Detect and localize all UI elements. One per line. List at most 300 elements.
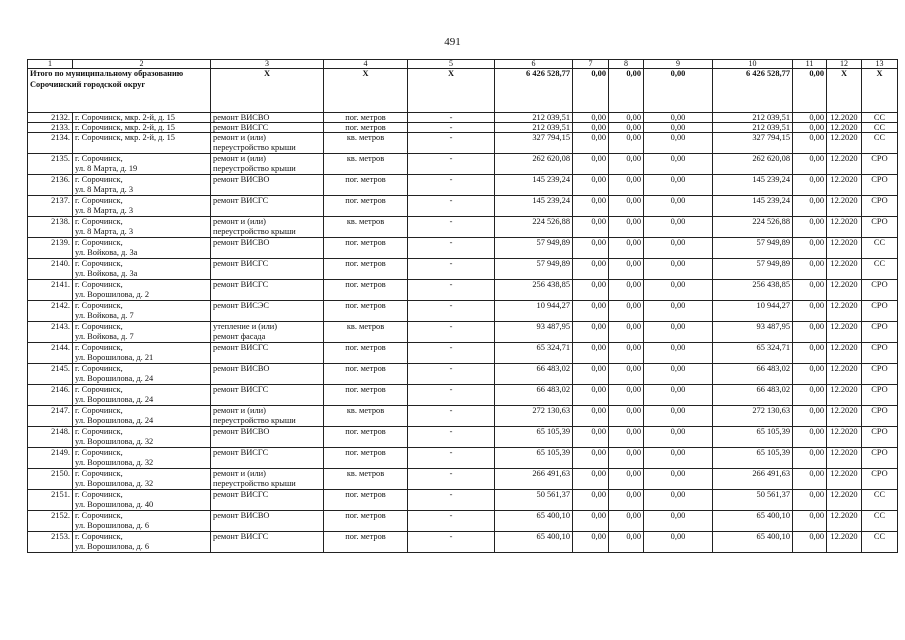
address: ул. Ворошилова, д. 6 — [75, 542, 150, 551]
amount-cell — [793, 196, 827, 217]
amount: 0,00 — [670, 133, 686, 142]
method-cell — [862, 175, 898, 196]
amount-cell — [644, 196, 713, 217]
amount-cell — [644, 364, 713, 385]
amount-cell — [573, 364, 609, 385]
row-number: 2146. — [51, 385, 70, 394]
amount: 0,00 — [670, 196, 686, 205]
total-cell: X — [324, 69, 408, 113]
amount: 0,00 — [670, 364, 686, 373]
work-type-cell — [211, 113, 324, 123]
table-row — [28, 196, 898, 217]
amount-cell — [793, 123, 827, 133]
amount-cell — [793, 154, 827, 175]
column-number: 5 — [408, 60, 495, 69]
total-cost: 65 105,39 — [756, 448, 790, 457]
unit: кв. метров — [346, 469, 385, 478]
amount-cell — [644, 280, 713, 301]
cost-cell — [495, 511, 573, 532]
table-row — [28, 301, 898, 322]
address: г. Сорочинск, — [75, 175, 123, 184]
work-type-cell — [211, 280, 324, 301]
completion-date: 12.2020 — [830, 259, 858, 268]
amount-cell — [793, 385, 827, 406]
table-row — [28, 448, 898, 469]
cost-cell — [495, 280, 573, 301]
amount-cell — [793, 511, 827, 532]
unit: пог. метров — [345, 448, 386, 457]
cost: 224 526,88 — [532, 217, 570, 226]
amount: 0,00 — [626, 259, 641, 268]
quantity: - — [449, 175, 453, 184]
completion-date: 12.2020 — [830, 448, 858, 457]
total-cost-cell — [713, 301, 793, 322]
completion-date: 12.2020 — [830, 406, 858, 415]
total-cost: 266 491,63 — [752, 469, 790, 478]
completion-date-cell — [827, 217, 862, 238]
total-cost: 212 039,51 — [752, 113, 790, 122]
row-number: 2140. — [51, 259, 70, 268]
total-cell: X — [827, 69, 862, 113]
row-number-cell — [28, 511, 73, 532]
completion-date-cell — [827, 469, 862, 490]
amount-cell — [573, 490, 609, 511]
column-number: 4 — [324, 60, 408, 69]
page-number: 491 — [444, 36, 461, 48]
quantity-cell — [408, 490, 495, 511]
row-number: 2132. — [51, 113, 70, 122]
work-type: ремонт ВИСГС — [213, 259, 269, 268]
completion-date: 12.2020 — [830, 217, 858, 226]
work-type: ремонт и (или) — [213, 133, 266, 142]
work-type: ремонт ВИСЭС — [213, 301, 269, 310]
total-cell: 0,00 — [609, 69, 644, 113]
cost-cell — [495, 448, 573, 469]
work-type-cell — [211, 532, 324, 553]
cost-cell — [495, 133, 573, 154]
unit: пог. метров — [345, 123, 386, 132]
method: СС — [873, 238, 886, 247]
total-cost: 65 400,10 — [756, 511, 790, 520]
column-number: 1 — [28, 60, 73, 69]
unit: кв. метров — [346, 406, 385, 415]
amount: 0,00 — [626, 217, 641, 226]
column-number: 7 — [573, 60, 609, 69]
total-cost: 145 239,24 — [752, 175, 790, 184]
amount-cell — [609, 196, 644, 217]
address: г. Сорочинск, — [75, 259, 123, 268]
row-number-cell — [28, 217, 73, 238]
column-number: 3 — [211, 60, 324, 69]
amount: 0,00 — [670, 406, 686, 415]
completion-date: 12.2020 — [830, 364, 858, 373]
column-number: 2 — [73, 60, 211, 69]
address: г. Сорочинск, — [75, 406, 123, 415]
quantity-cell — [408, 133, 495, 154]
address: ул. Ворошилова, д. 40 — [75, 500, 154, 509]
amount: 0,00 — [626, 280, 641, 289]
work-type: ремонт ВИСГС — [213, 385, 269, 394]
amount: 0,00 — [809, 511, 824, 520]
quantity-cell — [408, 385, 495, 406]
row-number-cell — [28, 175, 73, 196]
amount-cell — [609, 427, 644, 448]
total-cost: 57 949,89 — [756, 238, 790, 247]
quantity-cell — [408, 364, 495, 385]
work-type: переустройство крыши — [213, 416, 296, 425]
cost: 66 483,02 — [536, 385, 570, 394]
total-cell: X — [862, 69, 898, 113]
total-cost-cell — [713, 133, 793, 154]
unit-cell — [324, 259, 408, 280]
cost: 266 491,63 — [532, 469, 570, 478]
amount-cell — [644, 301, 713, 322]
amount-cell — [793, 427, 827, 448]
quantity-cell — [408, 175, 495, 196]
address: ул. Ворошилова, д. 24 — [75, 395, 154, 404]
table-row — [28, 280, 898, 301]
quantity-cell — [408, 259, 495, 280]
total-cost-cell — [713, 490, 793, 511]
work-type: ремонт ВИСВО — [213, 511, 270, 520]
address: ул. 8 Марта, д. 3 — [75, 206, 134, 215]
table-row — [28, 133, 898, 154]
quantity-cell — [408, 322, 495, 343]
amount: 0,00 — [626, 322, 641, 331]
amount-cell — [644, 175, 713, 196]
method: СРО — [871, 280, 888, 289]
method: СРО — [871, 343, 888, 352]
amount-cell — [793, 343, 827, 364]
amount: 0,00 — [670, 385, 686, 394]
address-cell — [73, 490, 211, 511]
completion-date: 12.2020 — [830, 175, 858, 184]
row-number-cell — [28, 364, 73, 385]
method: СС — [873, 259, 886, 268]
unit-cell — [324, 123, 408, 133]
total-cost-cell — [713, 511, 793, 532]
method: СРО — [871, 406, 888, 415]
quantity-cell — [408, 343, 495, 364]
quantity: - — [449, 490, 453, 499]
cost: 256 438,85 — [532, 280, 570, 289]
amount: 0,00 — [670, 217, 686, 226]
total-cost-cell — [713, 196, 793, 217]
address-cell — [73, 123, 211, 133]
row-number-cell — [28, 385, 73, 406]
completion-date: 12.2020 — [830, 469, 858, 478]
amount-cell — [609, 123, 644, 133]
address-cell — [73, 133, 211, 154]
completion-date-cell — [827, 175, 862, 196]
table-row — [28, 490, 898, 511]
row-number-cell — [28, 238, 73, 259]
table-row — [28, 343, 898, 364]
row-number: 2139. — [51, 238, 70, 247]
quantity-cell — [408, 301, 495, 322]
amount-cell — [609, 532, 644, 553]
row-number: 2141. — [51, 280, 70, 289]
amount-cell — [609, 301, 644, 322]
row-number-cell — [28, 406, 73, 427]
unit-cell — [324, 385, 408, 406]
address: г. Сорочинск, — [75, 364, 123, 373]
cost-cell — [495, 123, 573, 133]
work-type-cell — [211, 196, 324, 217]
total-cell: X — [408, 69, 495, 113]
amount-cell — [644, 123, 713, 133]
amount-cell — [644, 238, 713, 259]
amount: 0,00 — [591, 113, 606, 122]
unit: кв. метров — [346, 217, 385, 226]
table-row — [28, 469, 898, 490]
amount-cell — [609, 364, 644, 385]
unit-cell — [324, 448, 408, 469]
unit: пог. метров — [345, 343, 386, 352]
completion-date: 12.2020 — [830, 385, 858, 394]
address: г. Сорочинск, — [75, 196, 123, 205]
row-number-cell — [28, 469, 73, 490]
amount: 0,00 — [626, 469, 641, 478]
quantity: - — [449, 196, 453, 205]
total-cost-cell — [713, 238, 793, 259]
completion-date: 12.2020 — [830, 113, 858, 122]
amount-cell — [793, 364, 827, 385]
amount: 0,00 — [670, 175, 686, 184]
total-cost: 6 426 528,77 — [495, 69, 573, 113]
amount: 0,00 — [626, 532, 641, 541]
address: г. Сорочинск, мкр. 2-й, д. 15 — [75, 133, 175, 142]
cost: 145 239,24 — [532, 175, 570, 184]
address-cell — [73, 448, 211, 469]
unit-cell — [324, 490, 408, 511]
method: СРО — [871, 217, 888, 226]
address-cell — [73, 364, 211, 385]
completion-date-cell — [827, 259, 862, 280]
total-cost-cell — [713, 322, 793, 343]
unit: пог. метров — [345, 427, 386, 436]
amount-cell — [793, 322, 827, 343]
amount: 0,00 — [626, 133, 641, 142]
total-cell: 0,00 — [573, 69, 609, 113]
method-cell — [862, 301, 898, 322]
cost-cell — [495, 113, 573, 123]
cost-cell — [495, 343, 573, 364]
completion-date-cell — [827, 385, 862, 406]
completion-date: 12.2020 — [830, 133, 858, 142]
row-number: 2136. — [51, 175, 70, 184]
address: г. Сорочинск, — [75, 448, 123, 457]
total-cost: 50 561,37 — [756, 490, 790, 499]
amount: 0,00 — [670, 123, 686, 132]
amount-cell — [573, 154, 609, 175]
amount: 0,00 — [670, 322, 686, 331]
completion-date: 12.2020 — [830, 238, 858, 247]
total-cost-cell — [713, 259, 793, 280]
amount-cell — [644, 469, 713, 490]
row-number-cell — [28, 154, 73, 175]
work-type-cell — [211, 490, 324, 511]
amount: 0,00 — [591, 385, 606, 394]
total-cost-cell — [713, 123, 793, 133]
amount: 0,00 — [809, 427, 824, 436]
amount-cell — [609, 343, 644, 364]
work-type: ремонт фасада — [213, 332, 266, 341]
address-cell — [73, 406, 211, 427]
address-cell — [73, 532, 211, 553]
address-cell — [73, 322, 211, 343]
amount-cell — [793, 490, 827, 511]
amount-cell — [573, 259, 609, 280]
method-cell — [862, 259, 898, 280]
work-type-cell — [211, 343, 324, 364]
amount-cell — [573, 133, 609, 154]
amount-cell — [609, 322, 644, 343]
cost-cell — [495, 385, 573, 406]
amount-cell — [573, 301, 609, 322]
quantity: - — [449, 280, 453, 289]
work-type: ремонт ВИСВО — [213, 364, 270, 373]
amount: 0,00 — [809, 490, 824, 499]
total-cost: 65 400,10 — [756, 532, 790, 541]
row-number-cell — [28, 301, 73, 322]
work-type: переустройство крыши — [213, 143, 296, 152]
cost: 93 487,95 — [536, 322, 570, 331]
quantity-cell — [408, 113, 495, 123]
method-cell — [862, 154, 898, 175]
cost: 57 949,89 — [536, 259, 570, 268]
work-type-cell — [211, 511, 324, 532]
unit-cell — [324, 364, 408, 385]
completion-date-cell — [827, 406, 862, 427]
address: г. Сорочинск, — [75, 427, 123, 436]
table-body — [28, 60, 898, 553]
amount-cell — [609, 113, 644, 123]
total-cost-cell — [713, 175, 793, 196]
amount-cell — [644, 406, 713, 427]
amount-cell — [644, 427, 713, 448]
address-cell — [73, 343, 211, 364]
quantity-cell — [408, 406, 495, 427]
address: г. Сорочинск, — [75, 322, 123, 331]
cost: 65 105,39 — [536, 427, 570, 436]
amount-cell — [793, 448, 827, 469]
address: г. Сорочинск, — [75, 511, 123, 520]
amount: 0,00 — [626, 154, 641, 163]
amount: 0,00 — [626, 385, 641, 394]
cost-cell — [495, 469, 573, 490]
table-row — [28, 385, 898, 406]
amount-cell — [609, 259, 644, 280]
work-type: переустройство крыши — [213, 479, 296, 488]
quantity: - — [449, 259, 453, 268]
work-type-cell — [211, 175, 324, 196]
amount-cell — [793, 238, 827, 259]
table-row — [28, 532, 898, 553]
amount: 0,00 — [809, 448, 824, 457]
unit-cell — [324, 175, 408, 196]
amount-cell — [573, 406, 609, 427]
address-cell — [73, 196, 211, 217]
amount-cell — [644, 511, 713, 532]
unit-cell — [324, 238, 408, 259]
amount: 0,00 — [626, 490, 641, 499]
amount-cell — [609, 217, 644, 238]
table-row — [28, 238, 898, 259]
quantity: - — [449, 343, 453, 352]
total-cost-cell — [713, 406, 793, 427]
column-number: 9 — [644, 60, 713, 69]
amount: 0,00 — [809, 301, 824, 310]
cost-cell — [495, 301, 573, 322]
amount-cell — [609, 511, 644, 532]
address: г. Сорочинск, — [75, 154, 123, 163]
amount: 0,00 — [809, 280, 824, 289]
method-cell — [862, 343, 898, 364]
address-cell — [73, 154, 211, 175]
total-cost-cell — [713, 448, 793, 469]
total-cost: 327 794,15 — [752, 133, 790, 142]
row-number: 2152. — [51, 511, 70, 520]
work-type: ремонт ВИСВО — [213, 427, 270, 436]
cost: 212 039,51 — [532, 123, 570, 132]
amount: 0,00 — [670, 448, 686, 457]
completion-date-cell — [827, 511, 862, 532]
method: СРО — [871, 175, 888, 184]
amount: 0,00 — [809, 238, 824, 247]
total-cell: X — [211, 69, 324, 113]
method-cell — [862, 364, 898, 385]
completion-date: 12.2020 — [830, 123, 858, 132]
method-cell — [862, 217, 898, 238]
work-type-cell — [211, 385, 324, 406]
total-cost: 272 130,63 — [752, 406, 790, 415]
cost-cell — [495, 322, 573, 343]
total-cost-cell — [713, 385, 793, 406]
quantity: - — [449, 364, 453, 373]
address-cell — [73, 385, 211, 406]
work-type-cell — [211, 133, 324, 154]
method-cell — [862, 385, 898, 406]
cost-cell — [495, 406, 573, 427]
cost-cell — [495, 364, 573, 385]
unit: пог. метров — [345, 196, 386, 205]
amount-cell — [573, 217, 609, 238]
address: ул. Ворошилова, д. 24 — [75, 374, 154, 383]
amount-cell — [793, 259, 827, 280]
amount: 0,00 — [591, 175, 606, 184]
completion-date-cell — [827, 133, 862, 154]
amount-cell — [644, 448, 713, 469]
address: г. Сорочинск, — [75, 217, 123, 226]
cost: 65 400,10 — [536, 511, 570, 520]
table-row — [28, 123, 898, 133]
completion-date: 12.2020 — [830, 532, 858, 541]
amount-cell — [573, 427, 609, 448]
total-cost-cell — [713, 427, 793, 448]
unit: пог. метров — [345, 113, 386, 122]
address: ул. Войкова, д. 7 — [75, 311, 134, 320]
address-cell — [73, 259, 211, 280]
amount: 0,00 — [809, 259, 824, 268]
unit: кв. метров — [346, 322, 385, 331]
quantity-cell — [408, 154, 495, 175]
table-row — [28, 511, 898, 532]
work-type: ремонт и (или) — [213, 217, 266, 226]
cost-cell — [495, 238, 573, 259]
method-cell — [862, 427, 898, 448]
unit-cell — [324, 532, 408, 553]
